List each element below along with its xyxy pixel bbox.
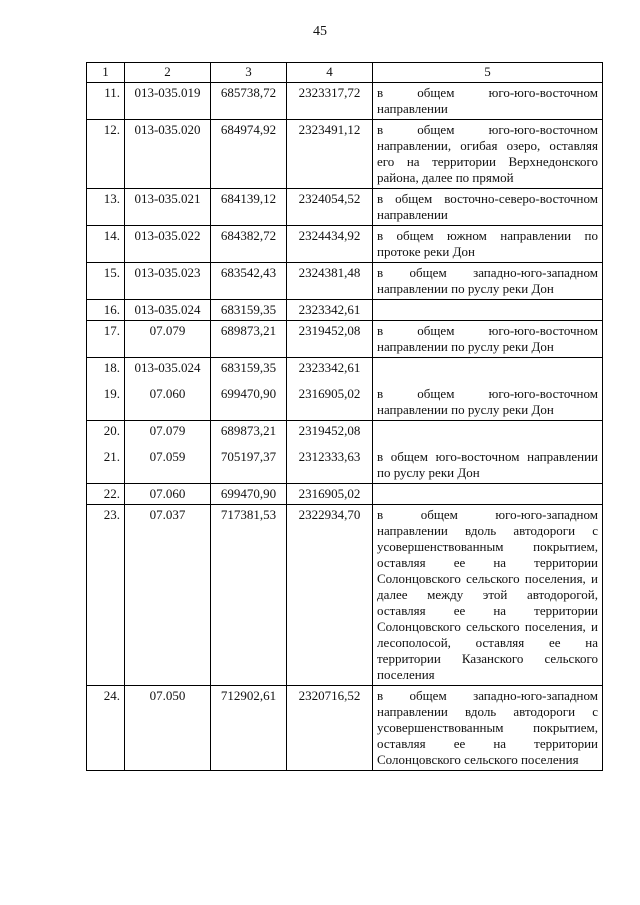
row-number: 18. <box>103 360 120 375</box>
point-code-cell <box>125 358 211 421</box>
direction-description-cell <box>373 421 603 484</box>
y-coordinate: 2316905,02 <box>298 486 361 501</box>
x-coordinate-cell <box>211 686 287 771</box>
column-header-5: 5 <box>373 63 603 83</box>
direction-description: в общем восточно-северо-восточном направлении <box>377 191 598 222</box>
direction-description-cell <box>373 686 603 771</box>
point-code-cell <box>125 263 211 300</box>
y-coordinate: 2312333,63 <box>298 449 361 464</box>
x-coordinate-cell <box>211 484 287 505</box>
column-header-2: 2 <box>125 63 211 83</box>
x-coordinate: 699470,90 <box>220 486 277 501</box>
y-coordinate: 2324381,48 <box>298 265 361 280</box>
point-code-cell <box>125 83 211 120</box>
x-coordinate: 684974,92 <box>220 122 277 137</box>
table-row <box>87 358 603 421</box>
row-number: 16. <box>103 302 120 317</box>
x-coordinate: 685738,72 <box>220 85 277 100</box>
y-coordinate-cell <box>287 505 373 686</box>
point-code: 013-035.024 <box>134 360 201 375</box>
direction-description: в общем юго-юго-западном направлении вдоль автодороги с усовершенствованным покрытием, оставляя ее на территории Солонцовского сельского поселения, и далее между этой автодорогой, оставляя ее на территории Солонцовского сельского поселения, и лесополосой, оставляя ее на территории Казанского сельского поселения <box>377 507 598 682</box>
point-code: 013-035.019 <box>134 85 201 100</box>
row-number: 13. <box>103 191 120 206</box>
row-number-cell <box>87 83 125 120</box>
point-code: 07.079 <box>149 423 186 438</box>
direction-description-cell <box>373 189 603 226</box>
x-coordinate: 717381,53 <box>220 507 277 522</box>
x-coordinate: 684139,12 <box>220 191 277 206</box>
row-number-cell <box>87 300 125 321</box>
row-number-cell <box>87 321 125 358</box>
point-code: 07.037 <box>149 507 186 522</box>
y-coordinate-cell <box>287 358 373 421</box>
point-code-cell <box>125 226 211 263</box>
x-coordinate: 684382,72 <box>220 228 277 243</box>
direction-description-cell <box>373 484 603 505</box>
y-coordinate: 2323317,72 <box>298 85 361 100</box>
y-coordinate: 2316905,02 <box>298 386 361 401</box>
row-number-cell <box>87 120 125 189</box>
x-coordinate-cell <box>211 358 287 421</box>
y-coordinate: 2319452,08 <box>298 423 361 438</box>
y-coordinate-cell <box>287 321 373 358</box>
direction-description: в общем западно-юго-западном направлении вдоль автодороги с усовершенствованным покрытием, оставляя ее на территории Солонцовского сельского поселения <box>377 688 598 767</box>
x-coordinate-cell <box>211 226 287 263</box>
row-number: 19. <box>103 386 120 401</box>
row-number-cell <box>87 505 125 686</box>
x-coordinate-cell <box>211 300 287 321</box>
row-number: 14. <box>103 228 120 243</box>
y-coordinate-cell <box>287 300 373 321</box>
direction-description-cell <box>373 120 603 189</box>
table-row <box>87 484 603 505</box>
y-coordinate: 2323342,61 <box>298 360 361 375</box>
y-coordinate: 2320716,52 <box>298 688 361 703</box>
point-code: 013-035.021 <box>134 191 201 206</box>
point-code-cell <box>125 189 211 226</box>
row-number: 22. <box>103 486 120 501</box>
x-coordinate-cell <box>211 321 287 358</box>
x-coordinate: 683159,35 <box>220 360 277 375</box>
direction-description: в общем западно-юго-западном направлении по руслу реки Дон <box>377 265 598 296</box>
row-number: 11. <box>104 85 120 100</box>
row-number: 17. <box>103 323 120 338</box>
direction-description-cell <box>373 505 603 686</box>
table-row <box>87 189 603 226</box>
row-number-cell <box>87 421 125 484</box>
y-coordinate: 2322934,70 <box>298 507 361 522</box>
x-coordinate: 689873,21 <box>220 423 277 438</box>
x-coordinate: 683159,35 <box>220 302 277 317</box>
direction-description: в общем юго-восточном направлении по руслу реки Дон <box>377 449 598 480</box>
y-coordinate: 2323491,12 <box>298 122 361 137</box>
x-coordinate-cell <box>211 421 287 484</box>
point-code: 07.050 <box>149 688 186 703</box>
x-coordinate: 712902,61 <box>220 688 277 703</box>
direction-description-cell <box>373 226 603 263</box>
row-number: 24. <box>103 688 120 703</box>
direction-description: в общем юго-юго-восточном направлении по руслу реки Дон <box>377 386 598 417</box>
y-coordinate-cell <box>287 83 373 120</box>
point-code-cell <box>125 300 211 321</box>
table-row <box>87 321 603 358</box>
point-code: 07.060 <box>149 386 186 401</box>
y-coordinate-cell <box>287 226 373 263</box>
table-row <box>87 505 603 686</box>
x-coordinate-cell <box>211 505 287 686</box>
point-code-cell <box>125 120 211 189</box>
row-number-cell <box>87 358 125 421</box>
point-code-cell <box>125 421 211 484</box>
y-coordinate-cell <box>287 263 373 300</box>
row-number-cell <box>87 484 125 505</box>
table-row <box>87 120 603 189</box>
direction-description: в общем юго-юго-восточном направлении, огибая озеро, оставляя его на территории Верхнедонского района, далее по прямой <box>377 122 598 185</box>
table-row <box>87 421 603 484</box>
x-coordinate: 689873,21 <box>220 323 277 338</box>
y-coordinate-cell <box>287 120 373 189</box>
x-coordinate: 683542,43 <box>220 265 277 280</box>
row-number: 12. <box>103 122 120 137</box>
y-coordinate: 2324434,92 <box>298 228 361 243</box>
direction-description-cell <box>373 300 603 321</box>
y-coordinate-cell <box>287 189 373 226</box>
row-number-cell <box>87 686 125 771</box>
y-coordinate: 2324054,52 <box>298 191 361 206</box>
row-number-cell <box>87 263 125 300</box>
column-header-1: 1 <box>87 63 125 83</box>
x-coordinate-cell <box>211 120 287 189</box>
row-number: 20. <box>103 423 120 438</box>
y-coordinate: 2323342,61 <box>298 302 361 317</box>
direction-description-cell <box>373 358 603 421</box>
point-code: 07.079 <box>149 323 186 338</box>
column-header-4: 4 <box>287 63 373 83</box>
table-body <box>87 83 603 771</box>
table-row <box>87 226 603 263</box>
table-row <box>87 686 603 771</box>
direction-description-cell <box>373 263 603 300</box>
direction-description-cell <box>373 321 603 358</box>
direction-description: в общем юго-юго-восточном направлении по руслу реки Дон <box>377 323 598 354</box>
y-coordinate-cell <box>287 686 373 771</box>
table-row <box>87 300 603 321</box>
table-row <box>87 263 603 300</box>
row-number: 23. <box>103 507 120 522</box>
x-coordinate: 699470,90 <box>220 386 277 401</box>
point-code: 013-035.023 <box>134 265 201 280</box>
point-code: 013-035.022 <box>134 228 201 243</box>
column-header-3: 3 <box>211 63 287 83</box>
boundary-table <box>86 62 603 771</box>
y-coordinate-cell <box>287 421 373 484</box>
point-code-cell <box>125 484 211 505</box>
x-coordinate: 705197,37 <box>220 449 277 464</box>
row-number: 15. <box>103 265 120 280</box>
point-code: 07.059 <box>149 449 186 464</box>
x-coordinate-cell <box>211 263 287 300</box>
table-header-row <box>87 63 603 83</box>
direction-description: в общем южном направлении по протоке реки Дон <box>377 228 598 259</box>
point-code-cell <box>125 321 211 358</box>
table-row <box>87 83 603 120</box>
y-coordinate: 2319452,08 <box>298 323 361 338</box>
row-number-cell <box>87 226 125 263</box>
page-number: 45 <box>313 24 327 39</box>
x-coordinate-cell <box>211 189 287 226</box>
point-code: 013-035.020 <box>134 122 201 137</box>
x-coordinate-cell <box>211 83 287 120</box>
row-number: 21. <box>103 449 120 464</box>
y-coordinate-cell <box>287 484 373 505</box>
point-code-cell <box>125 686 211 771</box>
point-code-cell <box>125 505 211 686</box>
row-number-cell <box>87 189 125 226</box>
point-code: 013-035.024 <box>134 302 201 317</box>
direction-description: в общем юго-юго-восточном направлении <box>377 85 598 116</box>
point-code: 07.060 <box>149 486 186 501</box>
direction-description-cell <box>373 83 603 120</box>
